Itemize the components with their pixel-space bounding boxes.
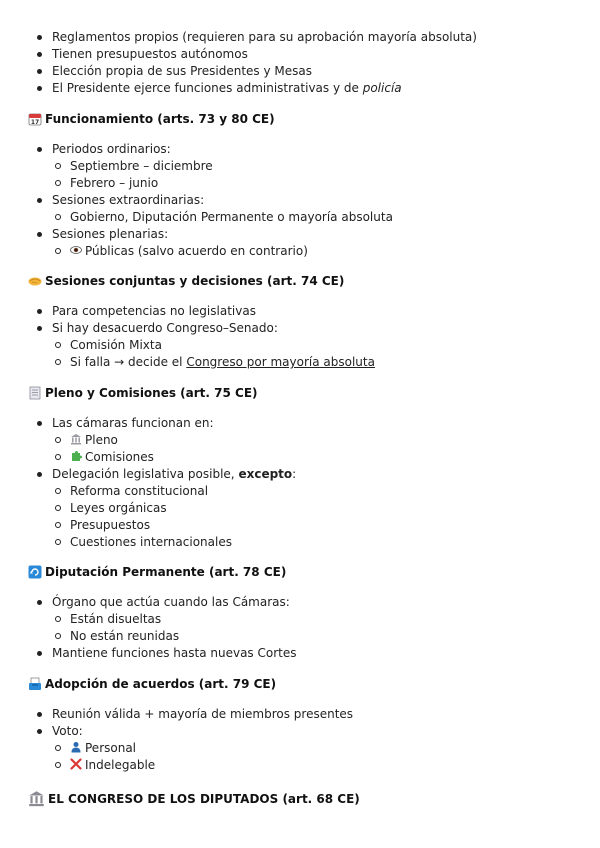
pleno-heading: [0, 385, 600, 401]
list-item-text: Públicas (salvo acuerdo en contrario): [85, 244, 308, 258]
list-item-text: Leyes orgánicas: [70, 501, 167, 515]
list-item: [0, 645, 600, 662]
list-item-text: Voto:: [52, 724, 83, 738]
acuerdos-list: [0, 706, 600, 774]
list-item-text: Presupuestos: [70, 518, 151, 532]
sub-list: [0, 611, 600, 645]
list-item-text: Mantiene funciones hasta nuevas Cortes: [52, 646, 297, 660]
funcionamiento-list: [0, 141, 600, 260]
sub-list-item: [0, 449, 600, 466]
list-item-text: Gobierno, Diputación Permanente o mayoría absoluta: [70, 210, 393, 224]
list-item-text: Indelegable: [85, 758, 156, 772]
list-item-text: Personal: [85, 741, 137, 755]
calendar-icon: [28, 112, 42, 126]
acuerdos-section: [0, 676, 600, 774]
sub-list-item: [0, 354, 600, 371]
diputacion-section: [0, 564, 600, 662]
list-item: [0, 29, 600, 46]
list-item-text: El Presidente ejerce funciones administrativas y de: [52, 81, 359, 95]
list-item-text: Septiembre – diciembre: [70, 159, 213, 173]
sub-list-item: [0, 175, 600, 192]
sub-list-item: [0, 483, 600, 500]
list-item: [0, 192, 600, 226]
puzzle-piece-icon: [70, 450, 82, 462]
underlined-text: Congreso por mayoría absoluta: [186, 355, 375, 369]
acuerdos-heading: [0, 676, 600, 692]
diputacion-list: [0, 594, 600, 662]
colon-text: :: [292, 467, 297, 481]
handshake-icon: [28, 274, 42, 288]
intro-list: [0, 29, 600, 97]
sub-list: [0, 740, 600, 774]
sub-list-item: [0, 517, 600, 534]
heading-text: Pleno y Comisiones (art. 75 CE): [45, 386, 258, 400]
classical-building-icon: [70, 433, 82, 445]
svg-text:17: 17: [30, 119, 40, 126]
list-item: [0, 706, 600, 723]
list-item-text: Delegación legislativa posible,: [52, 467, 235, 481]
list-item: [0, 141, 600, 192]
list-item: [0, 415, 600, 466]
sub-list-item: [0, 611, 600, 628]
list-item-text: Tienen presupuestos autónomos: [52, 47, 248, 61]
sub-list-item: [0, 337, 600, 354]
person-icon: [70, 741, 82, 753]
list-item-text: Reunión válida + mayoría de miembros presentes: [52, 707, 354, 721]
list-item-text: Periodos ordinarios:: [52, 142, 171, 156]
refresh-icon: [28, 565, 42, 579]
eye-icon: [70, 244, 82, 256]
list-item-text: Febrero – junio: [70, 176, 159, 190]
sub-list: [0, 483, 600, 551]
sub-list: [0, 337, 600, 371]
congreso-section: [0, 790, 600, 807]
list-item-text: Comisión Mixta: [70, 338, 162, 352]
list-item-text: Comisiones: [85, 450, 154, 464]
conjuntas-heading: [0, 273, 600, 289]
classical-building-icon: [28, 790, 45, 807]
list-item: [0, 303, 600, 320]
sub-list: [0, 209, 600, 226]
list-item-text: Si hay desacuerdo Congreso–Senado:: [52, 321, 278, 335]
heading-text: Diputación Permanente (art. 78 CE): [45, 565, 287, 579]
list-item: [0, 80, 600, 97]
bold-text: excepto: [238, 467, 293, 481]
list-item-text: Órgano que actúa cuando las Cámaras:: [52, 595, 290, 609]
list-item-text: Pleno: [85, 433, 118, 447]
sub-list: [0, 158, 600, 192]
list-item: [0, 320, 600, 371]
sub-list-item: [0, 628, 600, 645]
list-item-text: Reforma constitucional: [70, 484, 209, 498]
list-item: [0, 466, 600, 551]
sub-list: [0, 432, 600, 466]
italic-word: policía: [362, 81, 402, 95]
intro-section: [0, 29, 600, 97]
sub-list-item: [0, 243, 600, 260]
sub-list-item: [0, 209, 600, 226]
list-item-text: Cuestiones internacionales: [70, 535, 232, 549]
list-item-text: No están reunidas: [70, 629, 180, 643]
funcionamiento-heading: [0, 111, 600, 127]
heading-text: Funcionamiento (arts. 73 y 80 CE): [45, 112, 275, 126]
list-item-text: Elección propia de sus Presidentes y Mesas: [52, 64, 313, 78]
list-item-text: Están disueltas: [70, 612, 162, 626]
heading-text: EL CONGRESO DE LOS DIPUTADOS (art. 68 CE): [48, 791, 360, 806]
list-item: [0, 46, 600, 63]
ballot-icon: [28, 677, 42, 691]
list-item-text: Reglamentos propios (requieren para su aprobación mayoría absoluta): [52, 30, 477, 44]
sub-list-item: [0, 757, 600, 774]
list-item-text: Las cámaras funcionan en:: [52, 416, 214, 430]
sub-list-item: [0, 500, 600, 517]
pleno-list: [0, 415, 600, 551]
sub-list-item: [0, 432, 600, 449]
list-item-text: Sesiones extraordinarias:: [52, 193, 205, 207]
sub-list: [0, 243, 600, 260]
heading-text: Sesiones conjuntas y decisiones (art. 74 CE): [45, 274, 345, 288]
congreso-heading: [0, 790, 600, 807]
funcionamiento-section: [0, 111, 600, 260]
list-item: [0, 226, 600, 260]
sub-list-item: [0, 534, 600, 551]
list-item: [0, 63, 600, 80]
list-item-text: Sesiones plenarias:: [52, 227, 169, 241]
cross-mark-icon: [70, 758, 82, 770]
conjuntas-list: [0, 303, 600, 371]
conjuntas-section: [0, 273, 600, 371]
diputacion-heading: [0, 564, 600, 580]
list-item-text: Para competencias no legislativas: [52, 304, 256, 318]
sub-list-item: [0, 740, 600, 757]
pleno-section: [0, 385, 600, 551]
list-item-text: Si falla → decide el: [70, 355, 183, 369]
list-item: [0, 723, 600, 774]
heading-text: Adopción de acuerdos (art. 79 CE): [45, 677, 277, 691]
list-item: [0, 594, 600, 645]
sub-list-item: [0, 158, 600, 175]
document-icon: [28, 386, 42, 400]
